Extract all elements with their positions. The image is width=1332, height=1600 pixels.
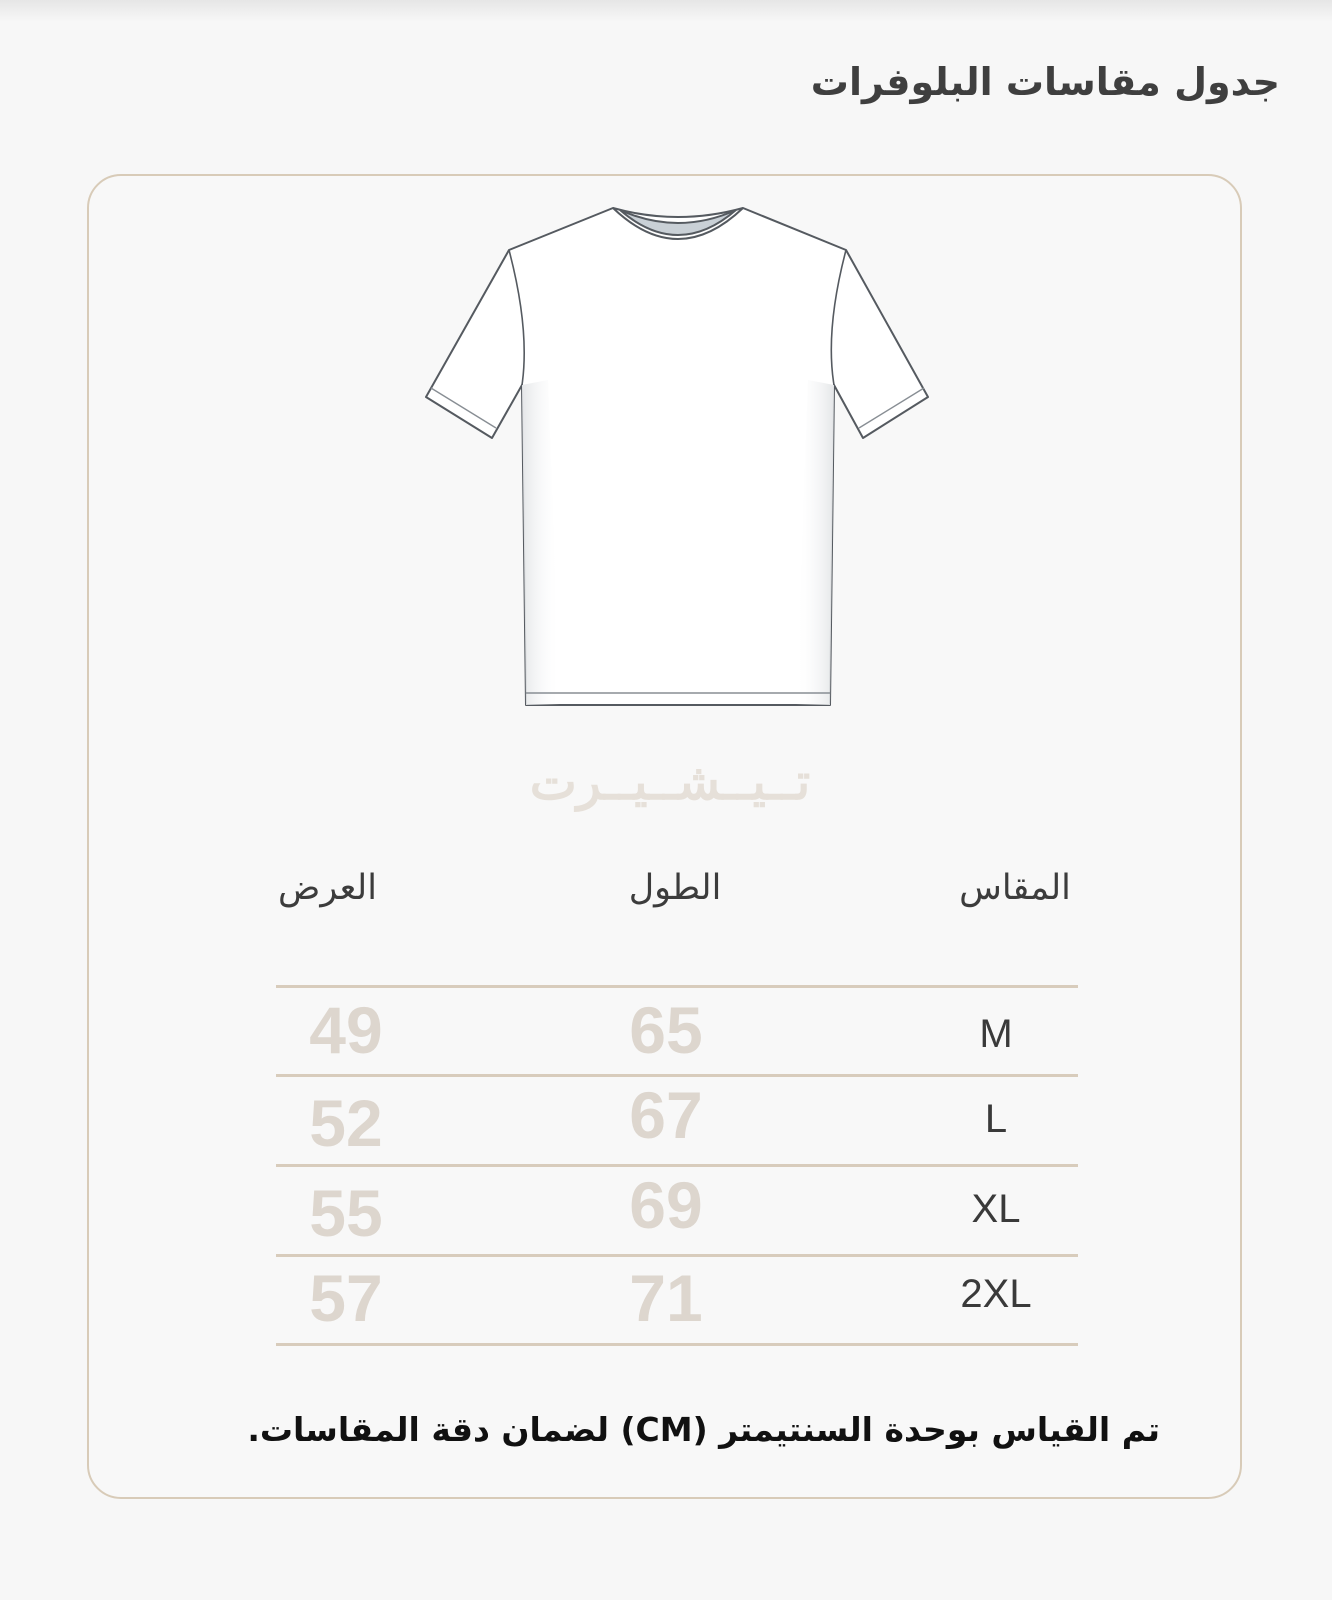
size-value: L bbox=[984, 1097, 1008, 1141]
width-value: 52 bbox=[309, 1086, 383, 1160]
size-value: 2XL bbox=[960, 1272, 1032, 1316]
table-row bbox=[276, 1257, 1078, 1343]
length-value: 65 bbox=[629, 993, 703, 1067]
size-value: M bbox=[979, 1012, 1013, 1056]
width-column-header: العرض bbox=[278, 868, 377, 908]
length-value: 71 bbox=[629, 1261, 703, 1335]
table-row bbox=[276, 987, 1078, 1073]
width-value: 55 bbox=[309, 1176, 383, 1250]
size-column-header: المقاس bbox=[959, 868, 1071, 908]
length-column-header: الطول bbox=[628, 868, 722, 908]
table-row bbox=[276, 1168, 1078, 1254]
garment-name: تــيــشــيــرت bbox=[529, 752, 811, 811]
size-value: XL bbox=[971, 1187, 1021, 1231]
top-shadow bbox=[0, 0, 1332, 22]
length-value: 69 bbox=[629, 1168, 703, 1242]
length-value: 67 bbox=[629, 1078, 703, 1152]
table-rule bbox=[276, 1343, 1078, 1346]
width-value: 49 bbox=[309, 993, 383, 1067]
width-value: 57 bbox=[309, 1261, 383, 1335]
page-title: جدول مقاسات البلوفرات bbox=[810, 60, 1280, 104]
table-row bbox=[276, 1078, 1078, 1164]
measurement-note: تم القياس بوحدة السنتيمتر (CM) لضمان دقة المقاسات. bbox=[247, 1410, 1160, 1449]
tshirt-icon bbox=[424, 203, 934, 710]
